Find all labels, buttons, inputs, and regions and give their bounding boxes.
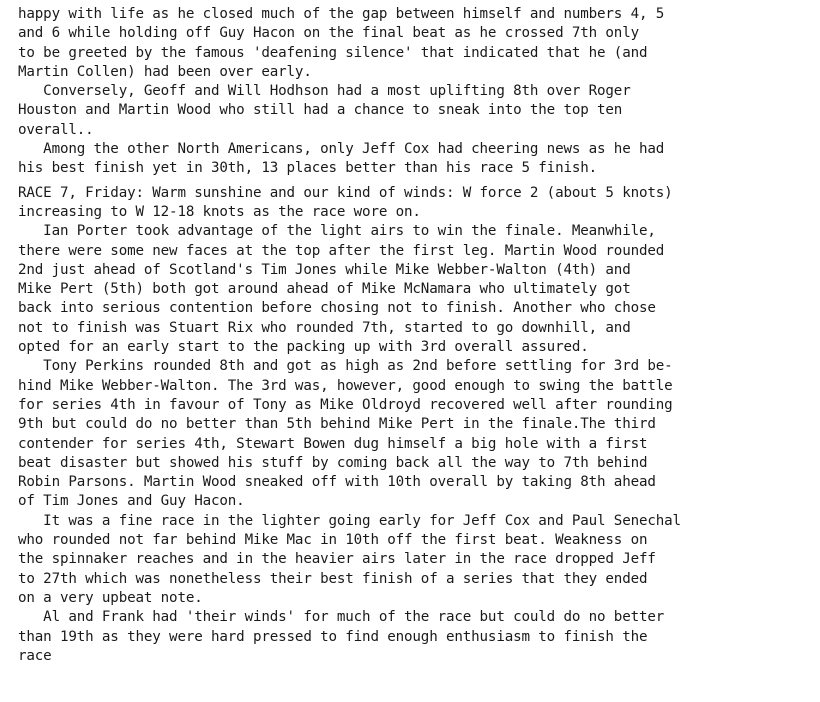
text-line: for series 4th in favour of Tony as Mike Oldroyd recovered well after rounding — [18, 396, 673, 413]
paragraph-p6 — [18, 357, 820, 511]
text-line: on a very upbeat note. — [18, 589, 203, 606]
text-line: back into serious contention before chosing not to finish. Another who chose — [18, 300, 656, 317]
text-line: Conversely, Geoff and Will Hodhson had a most uplifting 8th over Roger — [18, 83, 631, 100]
text-line: RACE 7, Friday: Warm sunshine and our kind of winds: W force 2 (about 5 knots) — [18, 184, 673, 201]
paragraph-p1 — [18, 5, 820, 82]
text-line: It was a fine race in the lighter going early for Jeff Cox and Paul Senechal — [18, 512, 681, 529]
paragraph-p7 — [18, 512, 820, 608]
text-line: hind Mike Webber-Walton. The 3rd was, however, good enough to swing the battle — [18, 377, 673, 394]
text-line: increasing to W 12-18 knots as the race wore on. — [18, 203, 421, 220]
text-line: Ian Porter took advantage of the light airs to win the finale. Meanwhile, — [18, 223, 656, 240]
text-line: contender for series 4th, Stewart Bowen dug himself a big hole with a first — [18, 435, 648, 452]
text-line: Houston and Martin Wood who still had a chance to sneak into the top ten — [18, 102, 623, 119]
document-body — [18, 5, 820, 666]
text-line: Robin Parsons. Martin Wood sneaked off with 10th overall by taking 8th ahead — [18, 474, 656, 491]
text-line: 9th but could do no better than 5th behind Mike Pert in the finale.The third — [18, 416, 656, 433]
text-line: overall.. — [18, 121, 94, 138]
text-line: Al and Frank had 'their winds' for much of the race but could do no better — [18, 609, 665, 626]
paragraph-p8 — [18, 608, 820, 666]
paragraph-p3 — [18, 140, 820, 179]
text-line: his best finish yet in 30th, 13 places better than his race 5 finish. — [18, 160, 598, 177]
text-line: there were some new faces at the top after the first leg. Martin Wood rounded — [18, 242, 665, 259]
text-line: who rounded not far behind Mike Mac in 10th off the first beat. Weakness on — [18, 532, 648, 549]
text-line: the spinnaker reaches and in the heavier airs later in the race dropped Jeff — [18, 551, 656, 568]
text-line: to be greeted by the famous 'deafening silence' that indicated that he (and — [18, 44, 648, 61]
text-line: opted for an early start to the packing up with 3rd overall assured. — [18, 339, 589, 356]
text-line: 2nd just ahead of Scotland's Tim Jones while Mike Webber-Walton (4th) and — [18, 261, 631, 278]
text-line: Tony Perkins rounded 8th and got as high as 2nd before settling for 3rd be- — [18, 358, 673, 375]
text-line: of Tim Jones and Guy Hacon. — [18, 493, 245, 510]
text-line: Among the other North Americans, only Jeff Cox had cheering news as he had — [18, 141, 665, 158]
paragraph-p2 — [18, 82, 820, 140]
text-line: happy with life as he closed much of the gap between himself and numbers 4, 5 — [18, 6, 665, 22]
text-line: beat disaster but showed his stuff by coming back all the way to 7th behind — [18, 454, 648, 471]
text-line: than 19th as they were hard pressed to find enough enthusiasm to finish the — [18, 628, 648, 645]
text-line: to 27th which was nonetheless their best finish of a series that they ended — [18, 570, 648, 587]
text-line: Martin Collen) had been over early. — [18, 63, 312, 80]
text-line: Mike Pert (5th) both got around ahead of Mike McNamara who ultimately got — [18, 281, 631, 298]
paragraph-p5 — [18, 222, 820, 357]
text-line: not to finish was Stuart Rix who rounded 7th, started to go downhill, and — [18, 319, 631, 336]
text-line: and 6 while holding off Guy Hacon on the final beat as he crossed 7th only — [18, 25, 639, 42]
paragraph-p4 — [18, 184, 820, 223]
text-line: race — [18, 647, 52, 664]
